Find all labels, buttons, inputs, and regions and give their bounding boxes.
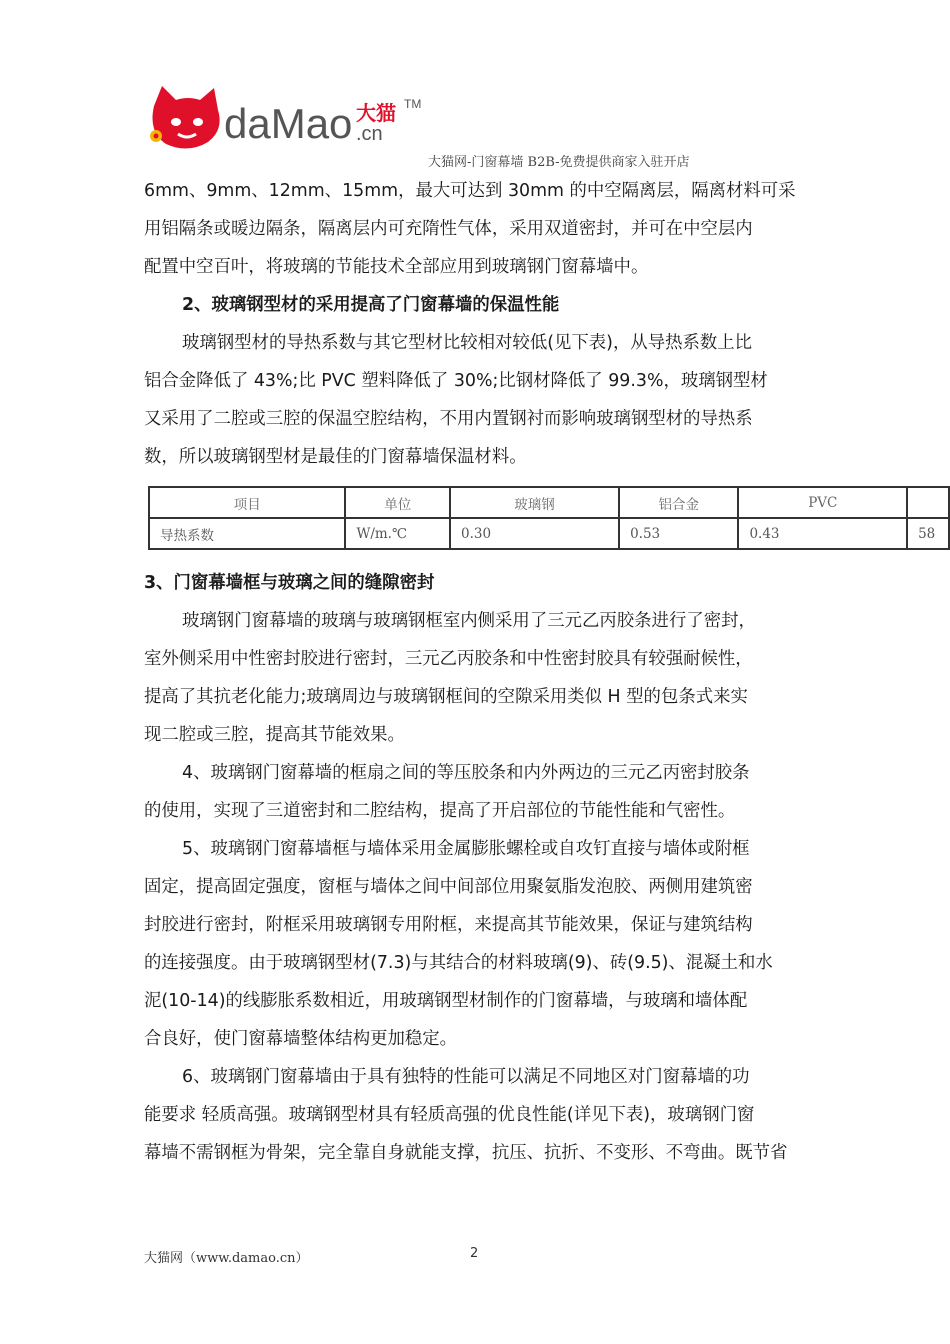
paragraph-1 — [144, 172, 810, 286]
table-row — [149, 518, 949, 549]
text-line: 铝合金降低了 43%;比 PVC 塑料降低了 30%;比钢材降低了 99.3%，玻璃钢型材 — [144, 371, 768, 391]
text-line: 6mm、9mm、12mm、15mm，最大可达到 30mm 的中空隔离层，隔离材料可采 — [144, 181, 796, 201]
text-line: 室外侧采用中性密封胶进行密封，三元乙丙胶条和中性密封胶具有较强耐候性， — [144, 649, 753, 669]
section-heading-3: 3、门窗幕墙框与玻璃之间的缝隙密封 — [144, 573, 435, 593]
text-line: 固定，提高固定强度，窗框与墙体之间中间部位用聚氨脂发泡胶、两侧用建筑密 — [144, 877, 753, 897]
table-header-row — [149, 487, 949, 518]
table-header-cell: 玻璃钢 — [450, 487, 619, 518]
thermal-conductivity-table — [148, 486, 950, 550]
table-cell: 0.30 — [450, 518, 619, 549]
text-line: 4、玻璃钢门窗幕墙的框扇之间的等压胶条和内外两边的三元乙丙密封胶条 — [182, 763, 750, 783]
table-cell: 0.53 — [619, 518, 738, 549]
table-header-cell: 单位 — [345, 487, 450, 518]
paragraph-2 — [144, 324, 810, 476]
footer-site-link[interactable]: 大猫网（www.damao.cn） — [144, 1251, 309, 1266]
damao-logo[interactable] — [148, 84, 438, 154]
text-line: 现二腔或三腔，提高其节能效果。 — [144, 725, 405, 745]
table-header-cell: 铝合金 — [619, 487, 738, 518]
section-heading-2: 2、玻璃钢型材的采用提高了门窗幕墙的保温性能 — [182, 295, 560, 315]
table-header-cell — [907, 487, 949, 518]
text-line: 数，所以玻璃钢型材是最佳的门窗幕墙保温材料。 — [144, 447, 527, 467]
table-cell: 0.43 — [738, 518, 907, 549]
paragraph-4 — [144, 754, 810, 830]
paragraph-6 — [144, 1058, 810, 1172]
text-line: 的使用，实现了三道密封和二腔结构，提高了开启部位的节能性能和气密性。 — [144, 801, 736, 821]
text-line: 能要求 轻质高强。玻璃钢型材具有轻质高强的优良性能(详见下表)，玻璃钢门窗 — [144, 1105, 755, 1125]
header-tagline: 大猫网-门窗幕墙 B2B-免费提供商家入驻开店 — [428, 155, 690, 170]
logo-wordmark: daMao — [224, 100, 353, 147]
logo-trademark: TM — [404, 97, 422, 111]
paragraph-5 — [144, 830, 810, 1058]
table-header-cell: 项目 — [149, 487, 345, 518]
text-line: 6、玻璃钢门窗幕墙由于具有独特的性能可以满足不同地区对门窗幕墙的功 — [182, 1067, 750, 1087]
text-line: 提高了其抗老化能力;玻璃周边与玻璃钢框间的空隙采用类似 H 型的包条式来实 — [144, 687, 748, 707]
table-cell: 58 — [907, 518, 949, 549]
text-line: 泥(10-14)的线膨胀系数相近，用玻璃钢型材制作的门窗幕墙，与玻璃和墙体配 — [144, 991, 748, 1011]
paragraph-3 — [144, 602, 810, 754]
text-line: 封胶进行密封，附框采用玻璃钢专用附框，来提高其节能效果，保证与建筑结构 — [144, 915, 753, 935]
cat-logo-icon — [150, 86, 220, 149]
text-line: 5、玻璃钢门窗幕墙框与墙体采用金属膨胀螺栓或自攻钉直接与墙体或附框 — [182, 839, 750, 859]
table-cell: 导热系数 — [149, 518, 345, 549]
table-header-cell: PVC — [738, 487, 907, 518]
table-cell: W/m.℃ — [345, 518, 450, 549]
text-line: 的连接强度。由于玻璃钢型材(7.3)与其结合的材料玻璃(9)、砖(9.5)、混凝土和水 — [144, 953, 773, 973]
text-line: 幕墙不需钢框为骨架，完全靠自身就能支撑，抗压、抗折、不变形、不弯曲。既节省 — [144, 1143, 788, 1163]
logo-cn: 大猫 — [356, 101, 396, 125]
text-line: 玻璃钢型材的导热系数与其它型材比较相对较低(见下表)，从导热系数上比 — [182, 333, 753, 353]
text-line: 用铝隔条或暖边隔条，隔离层内可充隋性气体，采用双道密封，并可在中空层内 — [144, 219, 753, 239]
logo-suffix: .cn — [356, 123, 383, 145]
text-line: 又采用了二腔或三腔的保温空腔结构，不用内置钢衬而影响玻璃钢型材的导热系 — [144, 409, 753, 429]
text-line: 配置中空百叶，将玻璃的节能技术全部应用到玻璃钢门窗幕墙中。 — [144, 257, 649, 277]
text-line: 玻璃钢门窗幕墙的玻璃与玻璃钢框室内侧采用了三元乙丙胶条进行了密封， — [182, 611, 756, 631]
page-number: 2 — [470, 1246, 479, 1261]
text-line: 合良好，使门窗幕墙整体结构更加稳定。 — [144, 1029, 458, 1049]
